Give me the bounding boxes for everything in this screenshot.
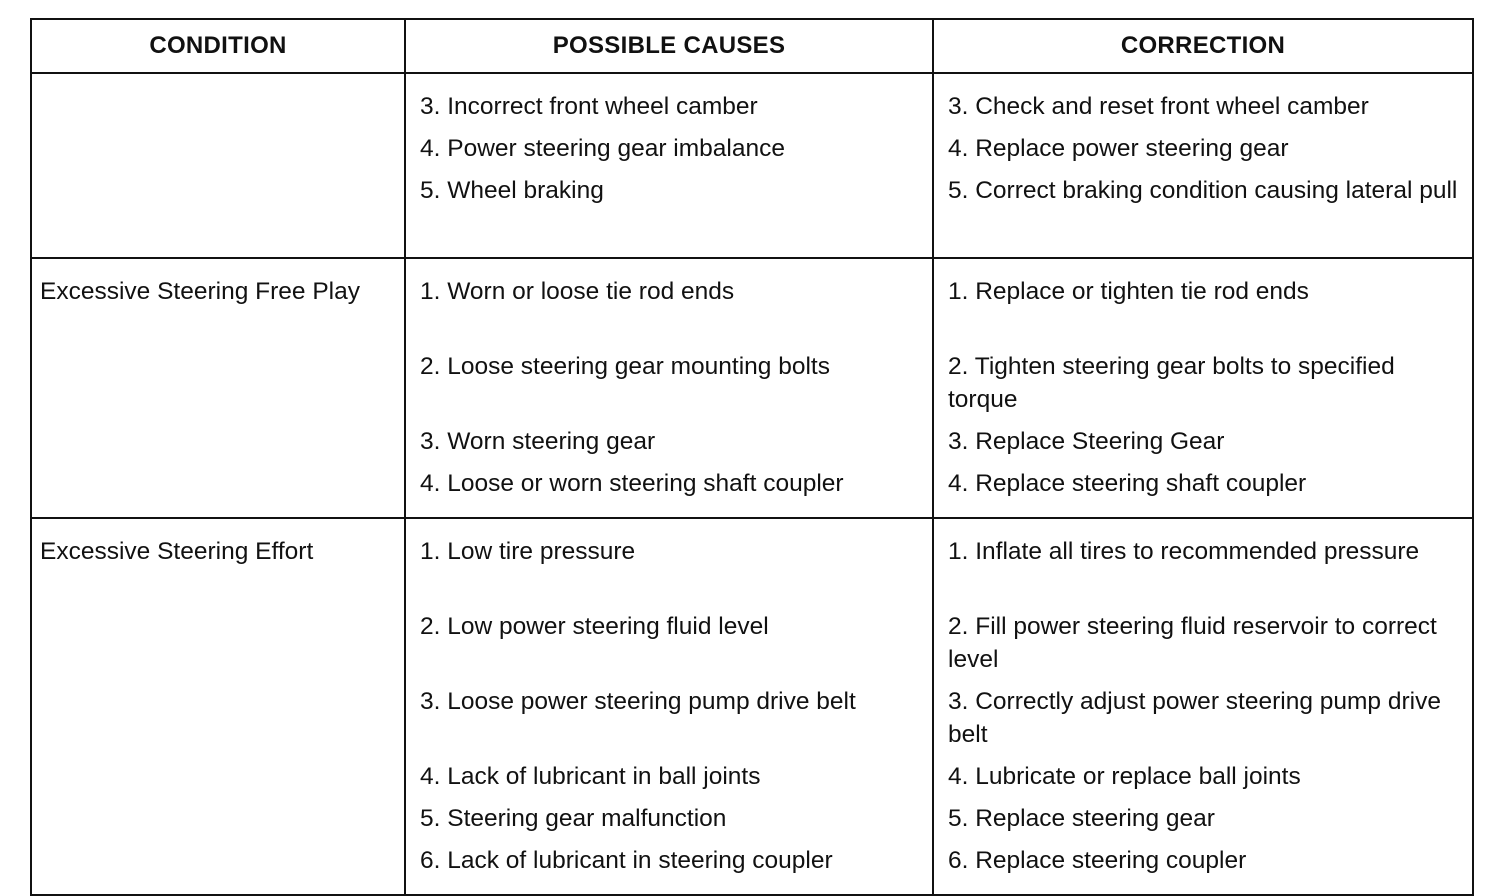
correction-item: 4. Replace steering shaft coupler — [948, 470, 1307, 497]
correction-item: 3. Check and reset front wheel camber — [948, 93, 1369, 120]
header-condition: CONDITION — [31, 19, 405, 73]
cause-item: 4. Lack of lubricant in ball joints — [420, 763, 761, 790]
table-row — [31, 258, 1473, 518]
header-correction: CORRECTION — [933, 19, 1473, 73]
cause-item: 3. Loose power steering pump drive belt — [420, 688, 856, 715]
correction-item: 6. Replace steering coupler — [948, 847, 1247, 874]
condition-cell — [31, 73, 405, 258]
header-possible-causes: POSSIBLE CAUSES — [405, 19, 933, 73]
correction-item: 4. Replace power steering gear — [948, 135, 1289, 162]
causes-cell — [405, 518, 933, 895]
cause-item: 2. Loose steering gear mounting bolts — [420, 353, 830, 380]
correction-item: 2. Tighten steering gear bolts to specified torque — [948, 353, 1395, 413]
correction-item: 1. Replace or tighten tie rod ends — [948, 278, 1309, 305]
cause-item: 1. Worn or loose tie rod ends — [420, 278, 735, 305]
table-row — [31, 518, 1473, 895]
diagnosis-table — [30, 18, 1474, 896]
causes-cell — [405, 73, 933, 258]
cause-item: 4. Power steering gear imbalance — [420, 135, 785, 162]
header-row — [31, 19, 1473, 73]
correction-item: 2. Fill power steering fluid reservoir to correct level — [948, 613, 1437, 673]
correction-item: 3. Replace Steering Gear — [948, 428, 1225, 455]
cause-item: 5. Wheel braking — [420, 177, 604, 204]
cause-item: 4. Loose or worn steering shaft coupler — [420, 470, 844, 497]
cause-item: 3. Incorrect front wheel camber — [420, 93, 758, 120]
causes-cell — [405, 258, 933, 518]
correction-item: 5. Correct braking condition causing lateral pull — [948, 177, 1458, 204]
condition-cell: Excessive Steering Effort — [31, 518, 405, 895]
correction-item: 3. Correctly adjust power steering pump drive belt — [948, 688, 1441, 748]
cause-item: 5. Steering gear malfunction — [420, 805, 727, 832]
cause-item: 6. Lack of lubricant in steering coupler — [420, 847, 833, 874]
correction-item: 1. Inflate all tires to recommended pressure — [948, 538, 1420, 565]
corrections-cell — [933, 258, 1473, 518]
table-row — [31, 73, 1473, 258]
condition-cell: Excessive Steering Free Play — [31, 258, 405, 518]
cause-item: 3. Worn steering gear — [420, 428, 656, 455]
cause-item: 2. Low power steering fluid level — [420, 613, 769, 640]
corrections-cell — [933, 73, 1473, 258]
correction-item: 4. Lubricate or replace ball joints — [948, 763, 1301, 790]
corrections-cell — [933, 518, 1473, 895]
correction-item: 5. Replace steering gear — [948, 805, 1215, 832]
cause-item: 1. Low tire pressure — [420, 538, 636, 565]
